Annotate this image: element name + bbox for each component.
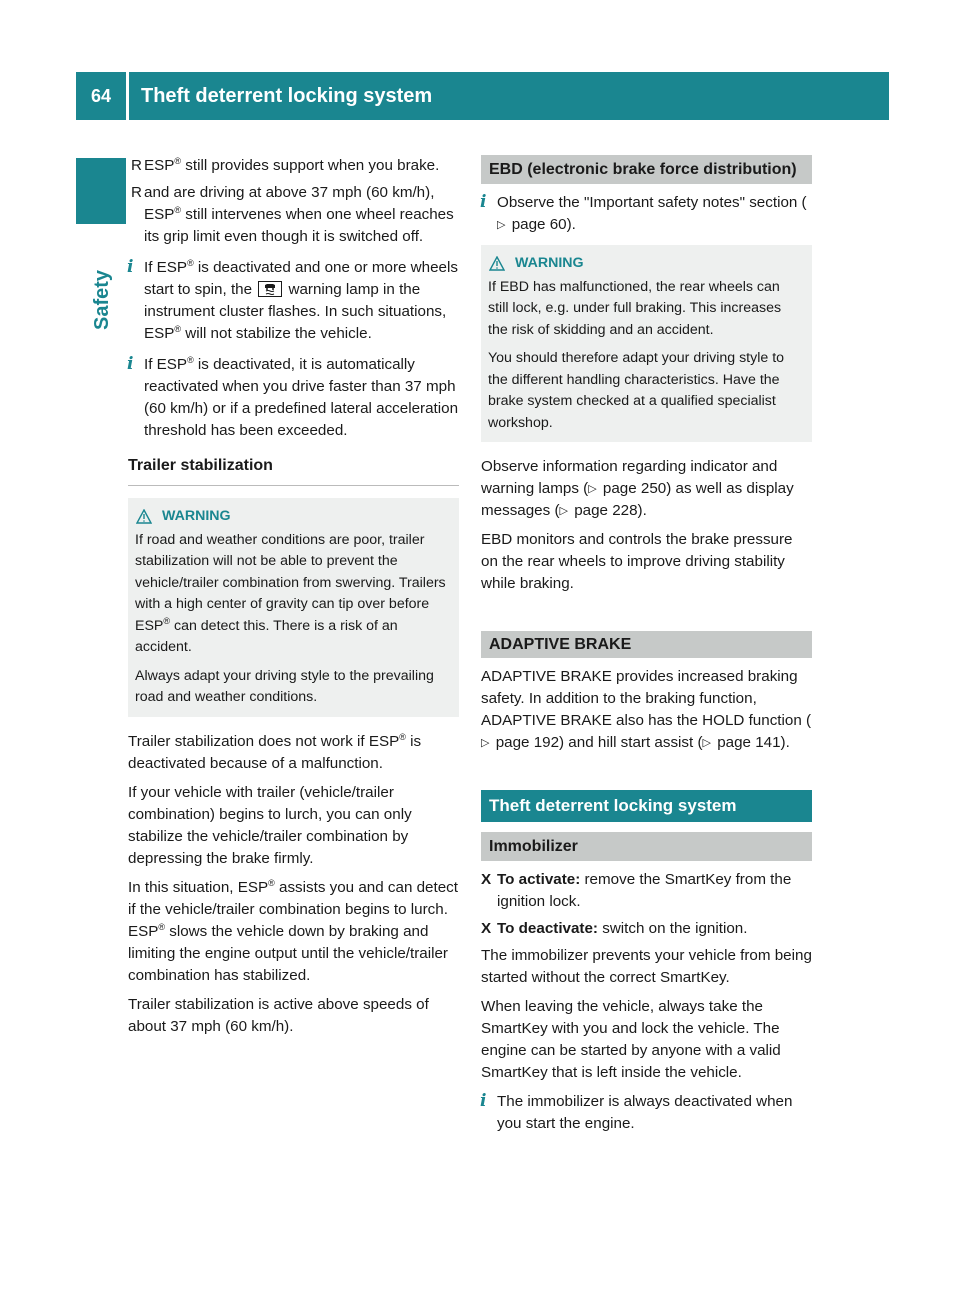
left-column bbox=[128, 155, 459, 1045]
bullet-item: R and are driving at above 37 mph (60 km/h), ESP® still intervenes when one wheel reaches its grip limit even though it is switched off. bbox=[131, 184, 454, 245]
info-icon: i bbox=[127, 354, 134, 374]
section-heading-adaptive-brake: ADAPTIVE BRAKE bbox=[481, 631, 812, 658]
bullet-icon: R bbox=[131, 157, 142, 174]
page-ref-arrow-icon: ▷ bbox=[497, 219, 506, 231]
warning-text: If road and weather conditions are poor, trailer stabilization will not be able to prevent the vehicle/trailer combination from swerving. Trailers with a high center of gravity can tip over before ESP® can detect this. There is a risk of an accident. bbox=[135, 531, 446, 655]
page-ref-arrow-icon: ▷ bbox=[481, 737, 490, 749]
right-column bbox=[481, 155, 812, 1144]
warning-triangle-icon bbox=[489, 256, 505, 271]
section-label: Safety bbox=[91, 269, 113, 331]
paragraph: Trailer stabilization is active above speeds of about 37 mph (60 km/h). bbox=[128, 995, 429, 1035]
bullet-icon: R bbox=[131, 184, 142, 201]
page-ref-arrow-icon: ▷ bbox=[702, 737, 711, 749]
warning-text: If EBD has malfunctioned, the rear wheels can still lock, e.g. under full braking. This increases the risk of skidding and an accident. bbox=[488, 278, 782, 338]
paragraph: When leaving the vehicle, always take the SmartKey with you and lock the vehicle. The engine can be started by anyone with a valid SmartKey that is left inside the vehicle. bbox=[481, 998, 781, 1081]
info-note: i If ESP® is deactivated, it is automatically reactivated when you drive faster than 37 mph (60 km/h) or if a predefined lateral acceleration threshold has been exceeded. bbox=[127, 354, 459, 439]
warning-box bbox=[128, 498, 459, 717]
page-ref-arrow-icon: ▷ bbox=[559, 505, 568, 517]
section-heading-theft-deterrent: Theft deterrent locking system bbox=[481, 790, 812, 822]
info-icon: i bbox=[480, 192, 487, 212]
action-step: X To activate: remove the SmartKey from the ignition lock. bbox=[481, 871, 792, 910]
section-heading-immobilizer: Immobilizer bbox=[481, 832, 812, 861]
warning-text: Always adapt your driving style to the prevailing road and weather conditions. bbox=[135, 667, 434, 705]
warning-triangle-icon bbox=[136, 509, 152, 524]
paragraph: In this situation, ESP® assists you and can detect if the vehicle/trailer combination begins to lurch. ESP® slows the vehicle down by braking and limiting the engine output until the vehicle/trailer combination has stabilized. bbox=[128, 877, 458, 984]
bullet-item: R ESP® still provides support when you brake. bbox=[128, 155, 459, 177]
paragraph: EBD monitors and controls the brake pressure on the rear wheels to improve driving stability while braking. bbox=[481, 531, 793, 592]
paragraph: ADAPTIVE BRAKE provides increased braking safety. In addition to the braking function, ADAPTIVE BRAKE also has the HOLD function (▷ page 192) and hill start assist (▷ page 141). bbox=[481, 666, 812, 754]
page-number: 64 bbox=[76, 72, 126, 120]
warning-heading: WARNING bbox=[488, 253, 804, 275]
action-step-icon: X bbox=[481, 920, 492, 937]
info-note: i The immobilizer is always deactivated when you start the engine. bbox=[480, 1091, 793, 1132]
info-icon: i bbox=[127, 257, 134, 277]
paragraph: Observe information regarding indicator and warning lamps (▷ page 250) as well as display messages (▷ page 228). bbox=[481, 456, 812, 522]
section-heading-trailer: Trailer stabilization bbox=[128, 455, 459, 486]
paragraph: The immobilizer prevents your vehicle from being started without the correct SmartKey. bbox=[481, 947, 812, 986]
info-icon: i bbox=[480, 1091, 487, 1111]
info-note: i Observe the "Important safety notes" section (▷ page 60). bbox=[481, 192, 812, 236]
page-title: Theft deterrent locking system bbox=[129, 72, 889, 120]
section-tab-block bbox=[76, 158, 126, 224]
page-ref-arrow-icon: ▷ bbox=[588, 483, 597, 495]
info-note: i If ESP® is deactivated and one or more wheels start to spin, the warning lamp in the instrument cluster flashes. In such situations, ESP® will not stabilize the vehicle. bbox=[127, 257, 458, 342]
section-heading-ebd: EBD (electronic brake force distribution) bbox=[481, 155, 812, 184]
warning-text: You should therefore adapt your driving style to the different handling characteristics. Have the brake system checked at a qualified specialist workshop. bbox=[488, 350, 785, 431]
paragraph: Trailer stabilization does not work if ESP® is deactivated because of a malfunction. bbox=[128, 731, 422, 772]
esp-warning-lamp-icon bbox=[258, 281, 282, 297]
action-step-icon: X bbox=[481, 871, 492, 888]
warning-heading: WARNING bbox=[135, 506, 451, 528]
paragraph: If your vehicle with trailer (vehicle/trailer combination) begins to lurch, you can only stabilize the vehicle/trailer combination by depressing the brake firmly. bbox=[128, 783, 412, 867]
warning-box bbox=[481, 245, 812, 442]
action-step: X To deactivate: switch on the ignition. bbox=[481, 918, 812, 940]
